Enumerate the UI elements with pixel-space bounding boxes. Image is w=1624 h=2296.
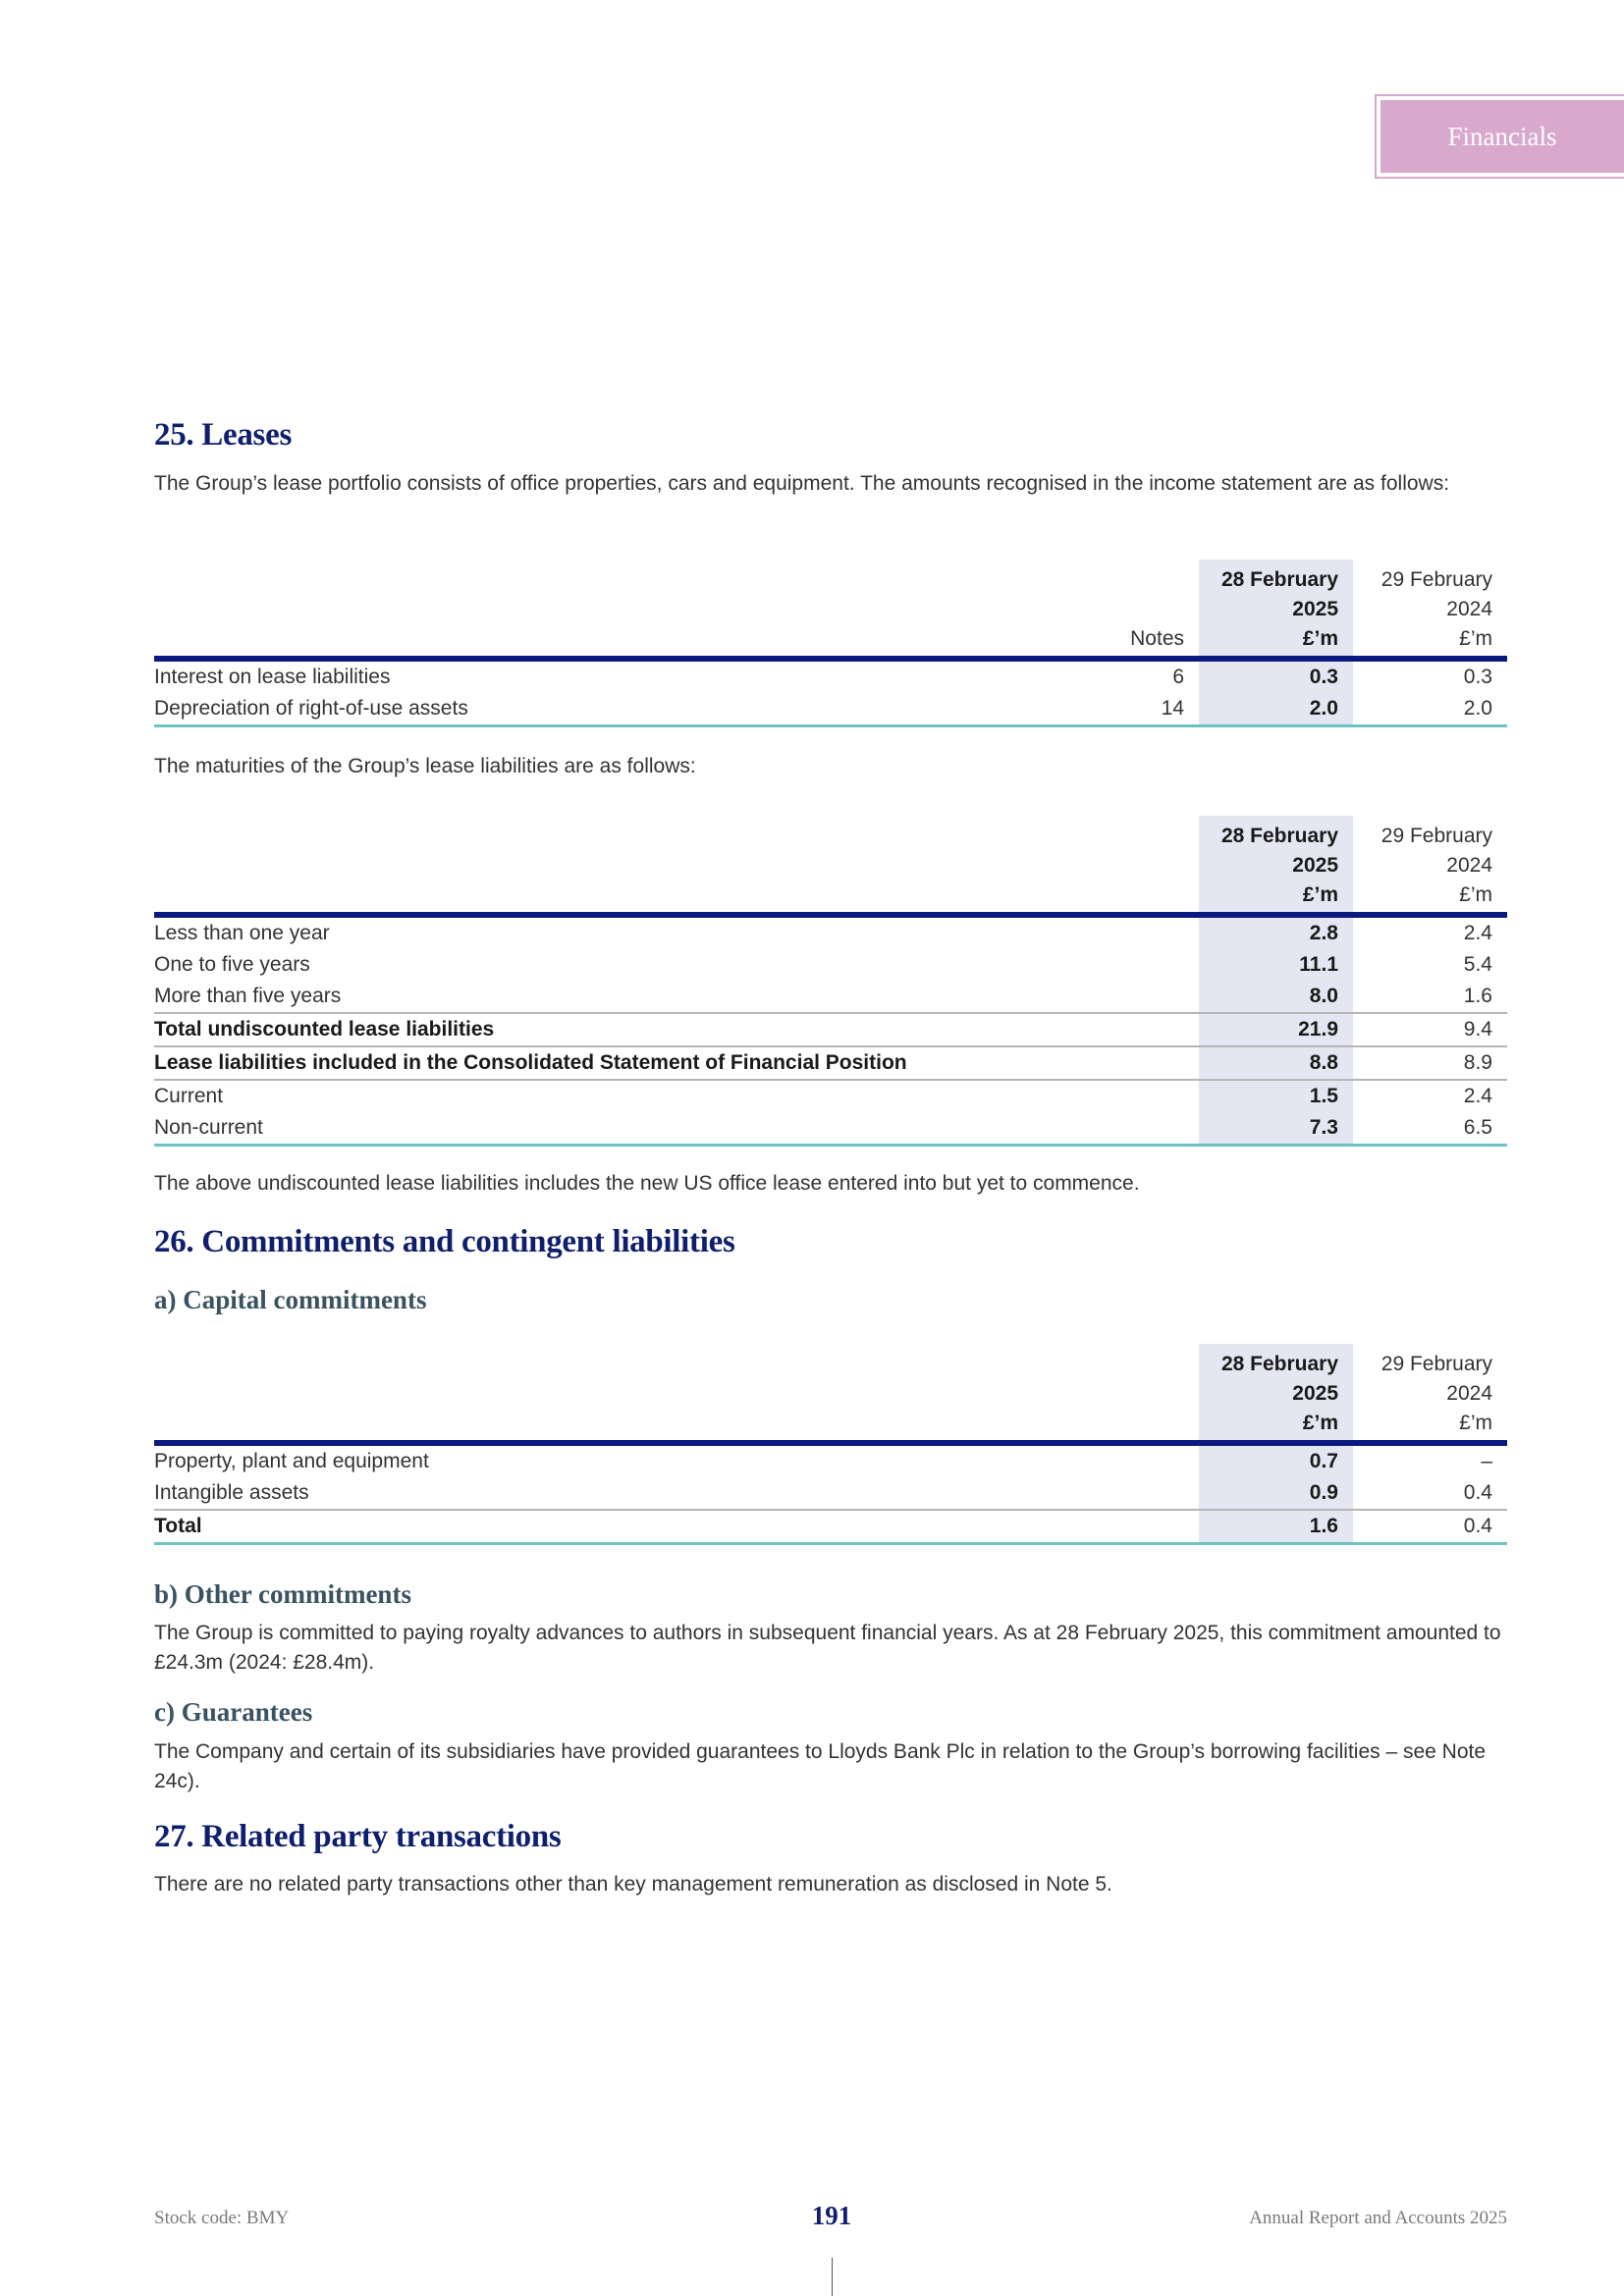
row-label: Lease liabilities included in the Consolidated Statement of Financial Position — [154, 1051, 907, 1074]
row-prior: 1.6 — [1463, 985, 1492, 1007]
header-notes: Notes — [1130, 627, 1184, 650]
row-label: Less than one year — [154, 922, 330, 944]
row-prior: 2.4 — [1463, 1085, 1492, 1107]
table-header-row — [154, 1344, 1507, 1443]
row-prior: 2.0 — [1463, 697, 1492, 720]
note-26-title: 26. Commitments and contingent liabilities — [154, 1224, 735, 1259]
header-label — [154, 816, 1199, 915]
row-prior: 6.5 — [1463, 1116, 1492, 1139]
row-current: 8.8 — [1199, 1046, 1353, 1080]
row-notes: 14 — [1161, 697, 1184, 720]
row-label: Property, plant and equipment — [154, 1450, 429, 1472]
note-25-intro: The Group’s lease portfolio consists of office properties, cars and equipment. The amounts recognised in the income statement are as follows: — [154, 472, 1450, 495]
row-label: Total — [154, 1515, 202, 1537]
row-prior: 2.4 — [1463, 922, 1492, 944]
other-commitments-text: The Group is committed to paying royalty advances to authors in subsequent financial years. As at 28 February 2025, this commitment amounted to £24.3m (2024: £28.4m). — [154, 1622, 1501, 1674]
note-27-text: There are no related party transactions other than key management remuneration as disclosed in Note 5. — [154, 1873, 1112, 1896]
table-row-total — [154, 1046, 1507, 1080]
table-row-total — [154, 1510, 1507, 1544]
table-row — [154, 1080, 1507, 1112]
row-label: Current — [154, 1085, 224, 1107]
row-prior: 8.9 — [1463, 1051, 1492, 1074]
row-label: Total undiscounted lease liabilities — [154, 1018, 495, 1041]
row-label: One to five years — [154, 953, 310, 976]
maturities-footnote: The above undiscounted lease liabilities includes the new US office lease entered into but yet to commence. — [154, 1172, 1140, 1195]
header-label — [154, 1344, 1199, 1443]
table-row — [154, 1443, 1507, 1477]
header-prior-year: 29 February 2024 £’m — [1380, 1353, 1492, 1434]
row-current: 1.6 — [1199, 1510, 1353, 1544]
row-prior: 0.4 — [1463, 1481, 1492, 1504]
header-current-year: 28 February 2025 £’m — [1199, 560, 1353, 659]
table-row — [154, 659, 1507, 693]
footer-divider — [832, 2258, 833, 2296]
row-current: 2.0 — [1199, 693, 1353, 726]
row-label: Non-current — [154, 1116, 263, 1139]
maturities-intro: The maturities of the Group’s lease liabilities are as follows: — [154, 755, 696, 777]
capital-commitments-table — [154, 1344, 1507, 1545]
row-prior: 9.4 — [1463, 1018, 1492, 1041]
row-label: Intangible assets — [154, 1481, 309, 1504]
header-prior-year: 29 February 2024 £’m — [1380, 568, 1492, 650]
row-notes: 6 — [1172, 666, 1184, 688]
row-current: 21.9 — [1199, 1013, 1353, 1046]
row-prior: 0.4 — [1463, 1515, 1492, 1537]
row-current: 0.9 — [1199, 1477, 1353, 1510]
table-row — [154, 915, 1507, 949]
header-current-year: 28 February 2025 £’m — [1199, 816, 1353, 915]
row-current: 0.3 — [1199, 659, 1353, 693]
guarantees-text: The Company and certain of its subsidiaries have provided guarantees to Lloyds Bank Plc in relation to the Group’s borrowing facilities – see Note 24c). — [154, 1740, 1487, 1792]
table-row — [154, 1112, 1507, 1146]
row-prior: 0.3 — [1463, 666, 1492, 688]
row-prior: – — [1481, 1450, 1492, 1472]
table-row — [154, 981, 1507, 1013]
row-current: 1.5 — [1199, 1080, 1353, 1112]
footer-page-number: 191 — [811, 2201, 852, 2230]
table-row-total — [154, 1013, 1507, 1046]
lease-income-table — [154, 560, 1507, 727]
note-25-title: 25. Leases — [154, 417, 292, 453]
guarantees-title: c) Guarantees — [154, 1697, 313, 1727]
footer-report-title: Annual Report and Accounts 2025 — [1249, 2208, 1507, 2228]
lease-maturities-table — [154, 816, 1507, 1147]
table-header-row — [154, 816, 1507, 915]
section-tab-label: Financials — [1380, 100, 1624, 173]
row-current: 7.3 — [1199, 1112, 1353, 1146]
header-current-year: 28 February 2025 £’m — [1199, 1344, 1353, 1443]
capital-commitments-title: a) Capital commitments — [154, 1285, 427, 1314]
table-row — [154, 1477, 1507, 1510]
table-header-row — [154, 560, 1507, 659]
other-commitments-title: b) Other commitments — [154, 1579, 411, 1609]
row-current: 11.1 — [1199, 949, 1353, 981]
row-label: Interest on lease liabilities — [154, 666, 391, 688]
footer-stock-code: Stock code: BMY — [154, 2208, 290, 2228]
row-label: More than five years — [154, 985, 342, 1007]
table-row — [154, 949, 1507, 981]
table-row — [154, 693, 1507, 726]
header-prior-year: 29 February 2024 £’m — [1380, 825, 1492, 906]
row-current: 0.7 — [1199, 1443, 1353, 1477]
row-prior: 5.4 — [1463, 953, 1492, 976]
row-current: 2.8 — [1199, 915, 1353, 949]
section-tab — [1375, 94, 1624, 179]
row-current: 8.0 — [1199, 981, 1353, 1013]
header-label — [154, 560, 1032, 659]
row-label: Depreciation of right-of-use assets — [154, 697, 468, 720]
note-27-title: 27. Related party transactions — [154, 1819, 562, 1854]
